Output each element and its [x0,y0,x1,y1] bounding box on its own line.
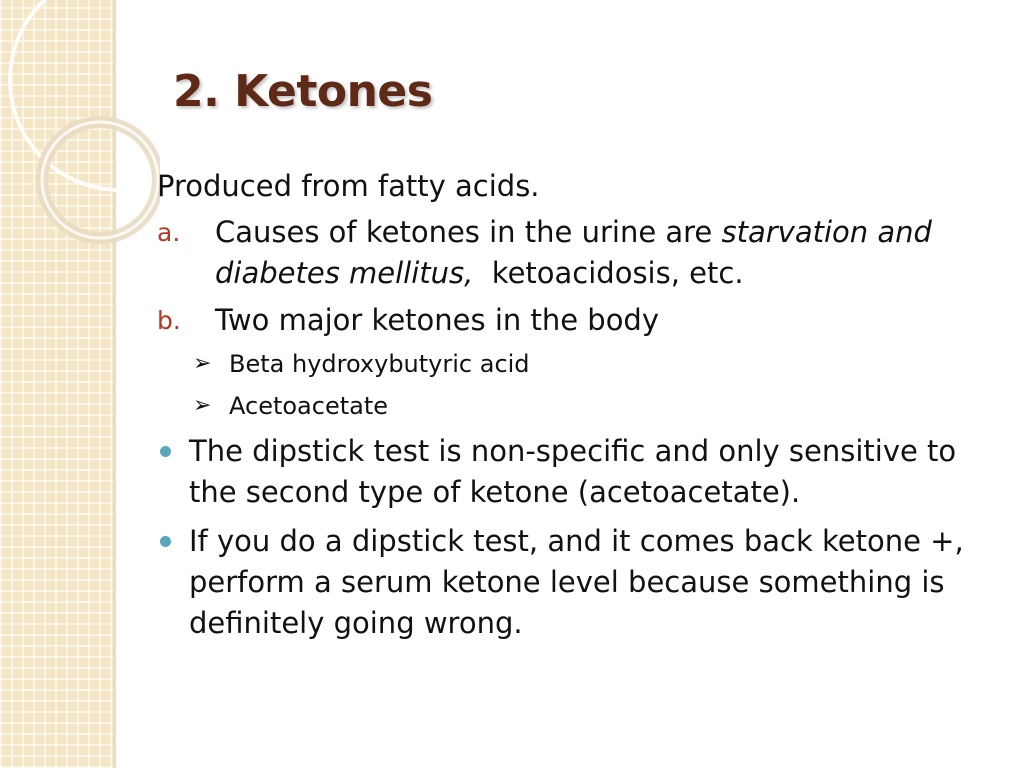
arrow-icon: ➢ [193,351,212,376]
list-item-a-tail: ketoacidosis, etc. [473,256,744,290]
sub-item [157,347,987,381]
bullet-dot-icon [160,536,171,547]
intro-text: Produced from fatty acids. [157,169,540,203]
small-ring-inner [42,122,158,238]
sub-item [157,389,987,423]
list-marker-a: a. [157,218,181,247]
list-item-b [157,300,987,341]
bullet-text: If you do a dipstick test, and it comes back ketone +, perform a serum ketone level because something is definitely going wrong. [189,524,964,640]
list-marker-b: b. [157,306,181,335]
bullet-text: The dipstick test is non-specific and only sensitive to the second type of ketone (acetoacetate). [189,434,957,509]
bullet-dot-icon [160,446,171,457]
bullet-item [157,521,987,644]
large-ring [10,0,160,190]
sub-item-text: Beta hydroxybutyric acid [229,350,530,378]
sub-item-text: Acetoacetate [229,392,389,420]
list-item-a-italic: starvation and diabetes mellitus, [215,215,932,290]
slide-title: 2. Ketones [173,66,433,117]
list-item-a-text: Causes of ketones in the urine are [215,215,722,249]
arrow-icon: ➢ [193,393,212,418]
list-item-a [157,212,987,294]
list-item-b-text: Two major ketones in the body [215,303,660,337]
decorative-circles [0,0,160,260]
slide-body [157,166,987,650]
bullet-item [157,431,987,513]
